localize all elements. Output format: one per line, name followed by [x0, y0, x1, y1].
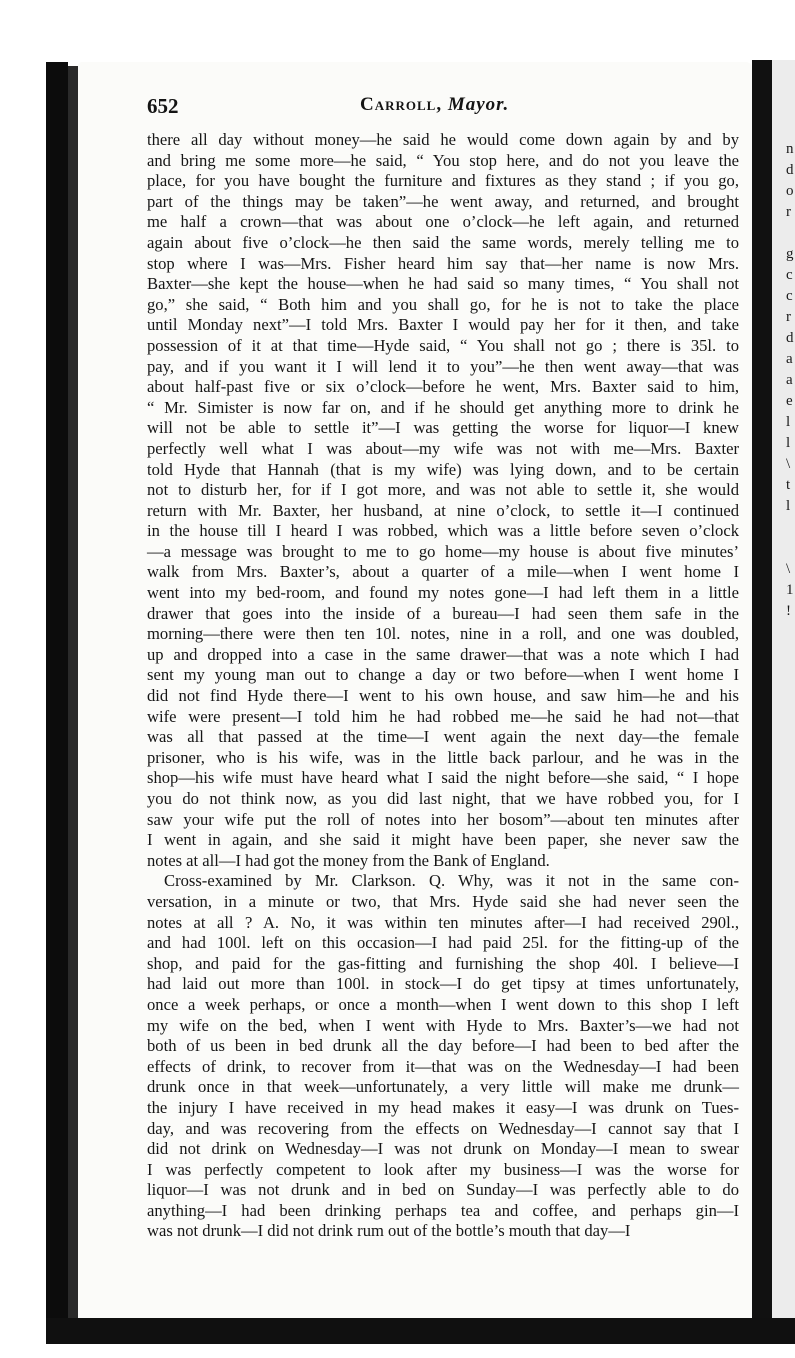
- text-line: prisoner, who is his wife, was in the little back parlour, and he was in the: [147, 747, 739, 767]
- text-line: up and dropped into a case in the same drawer—that was a note which I had: [147, 644, 739, 664]
- next-page-letter: l: [786, 498, 791, 514]
- next-page-letter: \: [786, 561, 791, 577]
- text-line: the injury I have received in my head makes it easy—I was drunk on Tues-: [147, 1097, 739, 1117]
- next-page-letter: l: [786, 414, 791, 430]
- text-line: saw your wife put the roll of notes into her bosom”—about ten minutes after: [147, 809, 739, 829]
- next-page-letter: a: [786, 372, 793, 388]
- text-line: notes at all—I had got the money from the Bank of England.: [147, 850, 550, 870]
- next-page-letter: \: [786, 456, 791, 472]
- text-line: did not find Hyde there—I went to his own house, and saw him—he and his: [147, 686, 739, 706]
- text-line: versation, in a minute or two, that Mrs. Hyde said she had never seen the: [147, 891, 739, 911]
- text-line: drawer that goes into the inside of a bureau—I had seen them safe in the: [147, 603, 739, 623]
- text-line: stop where I was—Mrs. Fisher heard him say that—her name is now Mrs.: [147, 253, 739, 273]
- next-page-edge: [772, 60, 795, 1332]
- text-line: my wife on the bed, when I went with Hyde to Mrs. Baxter’s—we had not: [147, 1015, 739, 1035]
- next-page-letter: d: [786, 330, 794, 346]
- text-line: wife were present—I told him he had robbed me—he said he had not—that: [147, 706, 739, 726]
- text-line: go,” she said, “ Both him and you shall go, for he is not to take the place: [147, 294, 739, 314]
- background-margin-left: [0, 0, 46, 1358]
- next-page-letter: o: [786, 183, 794, 199]
- text-line: told Hyde that Hannah (that is my wife) was lying down, and to be certain: [147, 459, 739, 479]
- text-line: about half-past five or six o’clock—before he went, Mrs. Baxter said to him,: [147, 377, 739, 397]
- text-line: had laid out more than 100l. in stock—I do get tipsy at times unfortunately,: [147, 974, 739, 994]
- text-line: drunk once in that week—unfortunately, a very little will make me drunk—: [147, 1077, 739, 1097]
- next-page-letter: l: [786, 435, 791, 451]
- running-head: [147, 94, 577, 118]
- text-line: in the house till I heard I was robbed, which was a little before seven o’clock: [147, 521, 739, 541]
- text-line: was not drunk—I did not drink rum out of the bottle’s mouth that day—I: [147, 1221, 631, 1241]
- text-line: will not be able to settle it”—I was getting the worse for liquor—I knew: [147, 418, 739, 438]
- next-page-letter: n: [786, 141, 794, 157]
- text-line: anything—I had been drinking perhaps tea and coffee, and perhaps gin—I: [147, 1200, 739, 1220]
- text-line: there all day without money—he said he would come down again by and by: [147, 130, 739, 149]
- next-page-letter: r: [786, 204, 791, 220]
- text-line: return with Mr. Baxter, her husband, at nine o’clock, to settle it—I continued: [147, 500, 739, 520]
- book-binding-shadow: [68, 66, 78, 1328]
- text-line: again about five o’clock—he then said the same words, merely telling me to: [147, 232, 739, 252]
- text-line: notes at all ? A. No, it was within ten minutes after—I had received 290l.,: [147, 912, 739, 932]
- text-line: shop—his wife must have heard what I said the night before—she said, “ I hope: [147, 768, 739, 788]
- text-line: Baxter—she kept the house—when he had said so many times, “ You shall not: [147, 274, 739, 294]
- page-number: 652: [147, 94, 179, 118]
- text-line: until Monday next”—I told Mrs. Baxter I would pay her for it then, and take: [147, 315, 739, 335]
- text-line: went into my bed-room, and found my notes gone—I had left them in a little: [147, 583, 739, 603]
- text-line: did not drink on Wednesday—I was not drunk on Monday—I mean to swear: [147, 1139, 739, 1159]
- next-page-letter: c: [786, 288, 793, 304]
- text-line: —a message was brought to me to go home—my house is about five minutes’: [147, 541, 739, 561]
- text-line: once a week perhaps, or once a month—when I went down to this shop I left: [147, 994, 739, 1014]
- page-body-text: [147, 130, 739, 1242]
- next-page-letter: e: [786, 393, 793, 409]
- text-line: place, for you have bought the furniture and fixtures as they stand ; if you go,: [147, 171, 739, 191]
- text-line: “ Mr. Simister is now far on, and if he should get anything more to drink he: [147, 397, 739, 417]
- next-page-letter: d: [786, 162, 794, 178]
- text-line: not to disturb her, for if I got more, and was not able to settle it, she would: [147, 480, 739, 500]
- text-line: possession of it at that time—Hyde said, “ You shall not go ; there is 35l. to: [147, 335, 739, 355]
- text-line: part of the things may be taken”—he went away, and returned, and brought: [147, 191, 739, 211]
- next-page-letter: r: [786, 309, 791, 325]
- next-page-letter: !: [786, 603, 791, 619]
- text-line: effects of drink, to recover from it—that was on the Wednesday—I had been: [147, 1056, 739, 1076]
- background-margin-top: [0, 0, 795, 62]
- running-title: [360, 94, 509, 116]
- text-line: and bring me some more—he said, “ You stop here, and do not you leave the: [147, 150, 739, 170]
- text-line: I went in again, and she said it might have been paper, she never saw the: [147, 830, 739, 850]
- text-line: both of us been in bed drunk all the day before—I had been to bed after the: [147, 1036, 739, 1056]
- text-line: I was perfectly competent to look after my business—I was the worse for: [147, 1159, 739, 1179]
- text-line: liquor—I was not drunk and in bed on Sunday—I was perfectly able to do: [147, 1180, 739, 1200]
- text-line: morning—there were then ten 10l. notes, nine in a roll, and one was doubled,: [147, 624, 739, 644]
- gutter-shadow: [752, 60, 772, 1332]
- background-margin-bottom: [0, 1344, 795, 1358]
- running-title-office: Mayor.: [447, 94, 510, 115]
- text-line: was all that passed at the time—I went again the next day—the female: [147, 727, 739, 747]
- text-line: you do not think now, as you did last night, that we have robbed you, for I: [147, 789, 739, 808]
- next-page-letter: g: [786, 246, 794, 262]
- text-line: pay, and if you want it I will lend it to you”—he then went away—that was: [147, 356, 739, 376]
- text-line: day, and was recovering from the effects on Wednesday—I cannot say that I: [147, 1118, 739, 1138]
- text-line: shop, and paid for the gas-fitting and furnishing the shop 40l. I believe—I: [147, 953, 739, 973]
- next-page-letter: t: [786, 477, 791, 493]
- text-line: me half a crown—that was about one o’clock—he left again, and returned: [147, 212, 739, 232]
- bottom-book-edge: [46, 1318, 795, 1344]
- text-line: walk from Mrs. Baxter’s, about a quarter of a mile—when I went home I: [147, 562, 739, 582]
- next-page-letter: 1: [786, 582, 794, 598]
- next-page-letter: a: [786, 351, 793, 367]
- text-line: perfectly well what I was about—my wife was not with me—Mrs. Baxter: [147, 438, 739, 458]
- next-page-letter: c: [786, 267, 793, 283]
- text-line: Cross-examined by Mr. Clarkson. Q. Why, was it not in the same con-: [164, 871, 739, 891]
- text-line: sent my young man out to change a day or two before—when I went home I: [147, 665, 739, 685]
- book-binding-edge: [46, 62, 68, 1344]
- running-title-name: Carroll,: [360, 94, 443, 115]
- text-line: and had 100l. left on this occasion—I had paid 25l. for the fitting-up of the: [147, 933, 739, 953]
